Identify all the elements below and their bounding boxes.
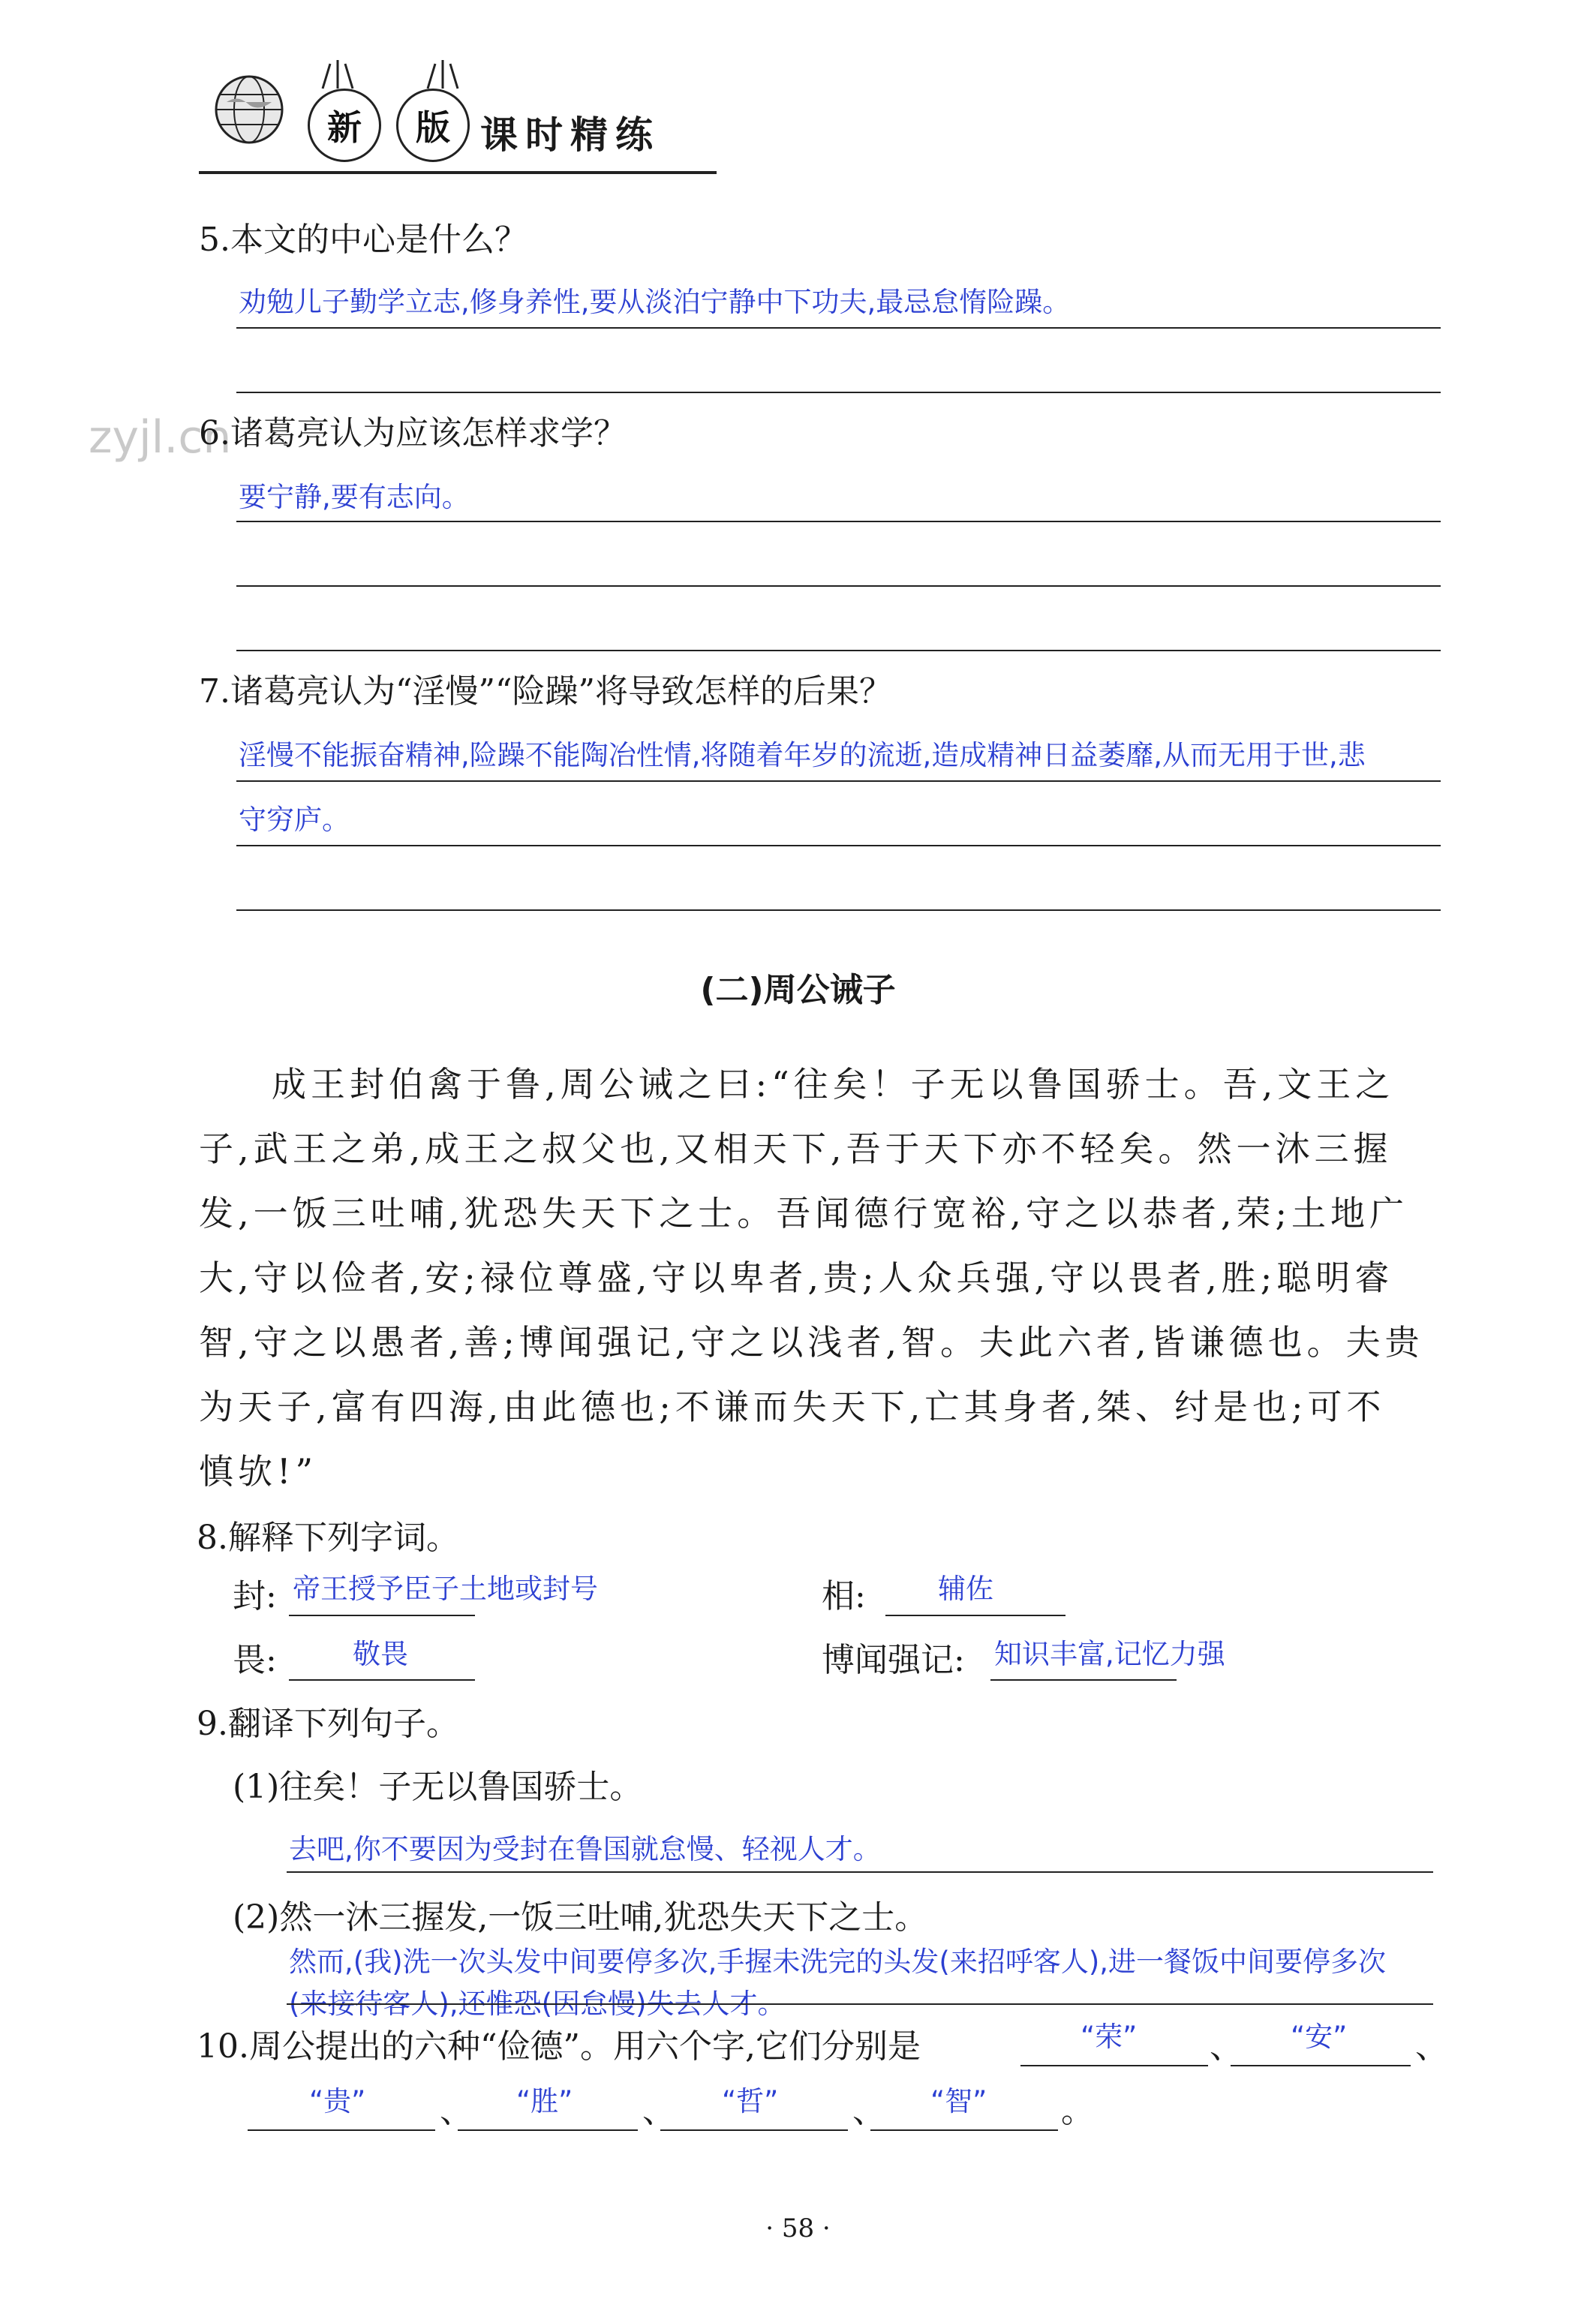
section-title: (二)周公诫子 — [700, 971, 896, 1009]
passage-line: 慎欤!” — [199, 1451, 318, 1492]
answer-line — [236, 650, 1441, 651]
q10-sep: 、 — [642, 2092, 675, 2130]
answer-line — [236, 780, 1441, 782]
passage-line: 发,一饭三吐哺,犹恐失天下之士。吾闻德行宽裕,守之以恭者,荣;土地广 — [199, 1193, 1408, 1234]
answer-line — [1020, 2065, 1208, 2066]
q9-sentence-2: (2)然一沐三握发,一饭三吐哺,犹恐失天下之士。 — [233, 1898, 928, 1937]
q10-sep: 、 — [440, 2092, 473, 2130]
passage-line: 智,守之以愚者,善;博闻强记,守之以浅者,智。夫此六者,皆谦德也。夫贵 — [199, 1322, 1424, 1363]
question-10: 10.周公提出的六种“俭德”。用六个字,它们分别是 — [197, 2027, 921, 2066]
q8-answer-bowenqiangji: 知识丰富,记忆力强 — [994, 1638, 1225, 1670]
q10-end: 。 — [1061, 2092, 1094, 2130]
answer-6: 要宁静,要有志向。 — [239, 481, 470, 513]
q9-answer-2-line-2: (来接待客人),还惟恐(因怠慢)失去人才。 — [289, 1988, 786, 2020]
question-8: 8.解释下列字词。 — [197, 1519, 459, 1557]
header-title: 课时精练 — [480, 113, 660, 157]
header-circle-char-2: 版 — [396, 89, 470, 162]
answer-line — [458, 2129, 638, 2131]
q8-label-wei: 畏: — [233, 1641, 277, 1679]
answer-line — [248, 2129, 435, 2131]
globe-logo-icon — [212, 72, 287, 147]
q10-answer-5: “哲” — [722, 2085, 779, 2117]
sparkle-decoration-icon — [315, 60, 360, 90]
answer-line — [289, 1615, 475, 1616]
answer-line — [660, 2129, 848, 2131]
q8-answer-wei: 敬畏 — [353, 1638, 408, 1670]
q8-label-bowenqiangji: 博闻强记: — [822, 1641, 965, 1679]
q10-sep: 、 — [1415, 2027, 1448, 2066]
q10-answer-6: “智” — [930, 2085, 987, 2117]
header-circle-char-1: 新 — [308, 89, 381, 162]
q10-answer-4: “胜” — [516, 2085, 573, 2117]
passage-line: 子,武王之弟,成王之叔父也,又相天下,吾于天下亦不轻矣。然一沐三握 — [199, 1128, 1393, 1169]
answer-line — [289, 1679, 475, 1681]
q8-answer-xiang: 辅佐 — [938, 1573, 993, 1605]
header-rule — [199, 171, 717, 174]
answer-7-line-2: 守穷庐。 — [239, 804, 350, 836]
answer-line — [236, 909, 1441, 911]
q9-sentence-1: (1)往矣！子无以鲁国骄士。 — [233, 1768, 643, 1806]
question-5: 5.本文的中心是什么？ — [199, 221, 527, 259]
answer-line — [236, 585, 1441, 587]
answer-line — [990, 1679, 1177, 1681]
passage-line: 为天子,富有四海,由此德也;不谦而失天下,亡其身者,桀、纣是也;可不 — [199, 1387, 1386, 1427]
passage-line: 大,守以俭者,安;禄位尊盛,守以卑者,贵;人众兵强,守以畏者,胜;聪明睿 — [199, 1258, 1394, 1298]
q10-sep: 、 — [1210, 2027, 1243, 2066]
q8-label-xiang: 相: — [822, 1577, 866, 1615]
answer-line — [236, 327, 1441, 329]
q10-answer-3: “贵” — [309, 2085, 366, 2117]
answer-line — [236, 521, 1441, 522]
answer-line — [287, 2003, 1433, 2005]
q9-answer-2-line-1: 然而,(我)洗一次头发中间要停多次,手握未洗完的头发(来招呼客人),进一餐饭中间要停多次 — [289, 1946, 1387, 1978]
answer-line — [236, 392, 1441, 393]
q9-answer-1: 去吧,你不要因为受封在鲁国就怠慢、轻视人才。 — [289, 1833, 881, 1865]
sparkle-decoration-icon — [420, 60, 465, 90]
passage-line: 成王封伯禽于鲁,周公诫之曰:“往矣！子无以鲁国骄士。吾,文王之 — [272, 1064, 1395, 1104]
question-7: 7.诸葛亮认为“淫慢”“险躁”将导致怎样的后果？ — [199, 672, 892, 711]
watermark: zyjl.cn — [89, 411, 232, 464]
answer-line — [1231, 2065, 1411, 2066]
q8-label-feng: 封: — [233, 1577, 277, 1615]
q10-answer-2: “安” — [1291, 2021, 1348, 2053]
answer-line — [885, 1615, 1066, 1616]
q10-answer-1: “荣” — [1081, 2021, 1138, 2053]
answer-5: 劝勉儿子勤学立志,修身养性,要从淡泊宁静中下功夫,最忌怠惰险躁。 — [239, 286, 1071, 318]
answer-line — [236, 845, 1441, 846]
question-6: 6.诸葛亮认为应该怎样求学？ — [199, 414, 627, 452]
q8-answer-feng: 帝王授予臣子土地或封号 — [293, 1573, 598, 1605]
q10-sep: 、 — [852, 2092, 885, 2130]
page-number: · 58 · — [765, 2213, 831, 2243]
question-9: 9.翻译下列句子。 — [197, 1705, 459, 1743]
answer-line — [870, 2129, 1058, 2131]
answer-line — [287, 1871, 1433, 1873]
answer-7-line-1: 淫慢不能振奋精神,险躁不能陶冶性情,将随着年岁的流逝,造成精神日益萎靡,从而无用于世,悲 — [239, 739, 1366, 771]
